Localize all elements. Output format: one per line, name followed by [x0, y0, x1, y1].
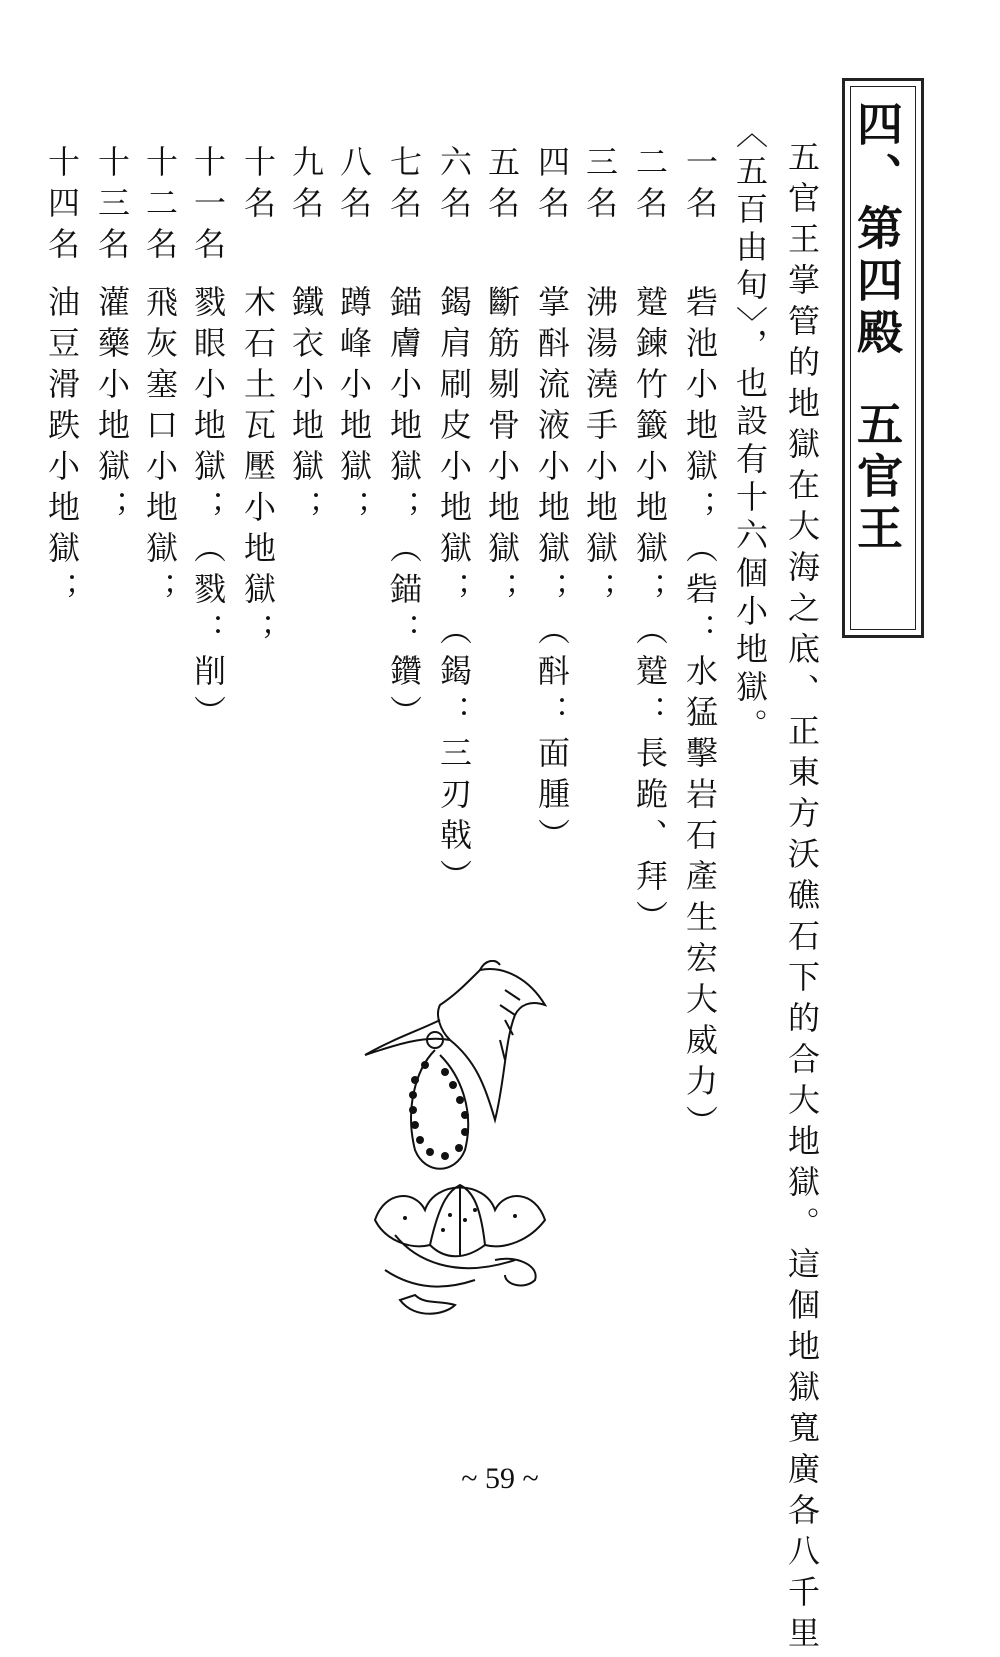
list-item	[238, 145, 278, 654]
list-item	[532, 145, 572, 859]
item-name: 掌酙流液小地獄；	[533, 285, 571, 613]
item-label: 九名	[287, 145, 325, 227]
item-note: （酙：面腫）	[533, 613, 571, 859]
item-label: 十二名	[141, 145, 179, 268]
item-label: 十三名	[93, 145, 131, 268]
item-label: 八名	[335, 145, 373, 227]
item-label: 三名	[581, 145, 619, 227]
item-label: 七名	[385, 145, 423, 227]
item-name: 油豆滑跌小地獄；	[43, 285, 81, 613]
chapter-heading: 四、第四殿	[850, 100, 904, 360]
list-item	[334, 145, 374, 531]
page-number: ~ 59 ~	[461, 1462, 539, 1495]
list-item	[482, 145, 522, 613]
item-name: 斷筋剔骨小地獄；	[483, 285, 521, 613]
chapter-title	[850, 100, 910, 556]
item-name: 鐵衣小地獄；	[287, 285, 325, 531]
item-note: （鍻：三刃戟）	[435, 613, 473, 900]
item-name: 飛灰塞口小地獄；	[141, 285, 179, 613]
item-name: 蹵鍊竹籤小地獄；	[631, 285, 669, 613]
item-name: 砦池小地獄；	[681, 285, 719, 531]
item-label: 六名	[435, 145, 473, 227]
item-name: 沸湯澆手小地獄；	[581, 285, 619, 613]
item-label: 四名	[533, 145, 571, 227]
list-item	[188, 145, 228, 736]
item-label: 十一名	[189, 145, 227, 268]
list-item	[286, 145, 326, 531]
item-label: 二名	[631, 145, 669, 227]
item-label: 十四名	[43, 145, 81, 268]
item-name: 鍻肩刷皮小地獄；	[435, 285, 473, 613]
item-label: 一名	[681, 145, 719, 227]
list-item	[140, 145, 180, 613]
item-label: 十名	[239, 145, 277, 227]
item-name: 錨膚小地獄；	[385, 285, 423, 531]
list-item	[630, 145, 670, 941]
list-item	[384, 145, 424, 736]
item-name: 灌藥小地獄；	[93, 285, 131, 531]
intro-line-2: 〈五百由旬〉，也設有十六個小地獄。	[731, 116, 769, 746]
item-name: 蹲峰小地獄；	[335, 285, 373, 531]
bird-lotus-illustration	[355, 960, 565, 1360]
item-name: 木石土瓦壓小地獄；	[239, 285, 277, 654]
item-note: （錨：鑽）	[385, 531, 423, 736]
list-item	[680, 145, 720, 1146]
item-label: 五名	[483, 145, 521, 227]
king-name: 五官王	[850, 400, 904, 556]
list-item	[92, 145, 132, 531]
list-item	[580, 145, 620, 613]
item-note: （戮：削）	[189, 531, 227, 736]
item-name: 戮眼小地獄；	[189, 285, 227, 531]
item-note: （砦：水猛擊岩石產生宏大威力）	[681, 531, 719, 1146]
item-note: （蹵：長跪、拜）	[631, 613, 669, 941]
intro-line-1: 五官王掌管的地獄在大海之底、正東方沃礁石下的合大地獄。這個地獄寬廣各八千里	[783, 140, 821, 1657]
list-item	[434, 145, 474, 900]
list-item	[42, 145, 82, 613]
